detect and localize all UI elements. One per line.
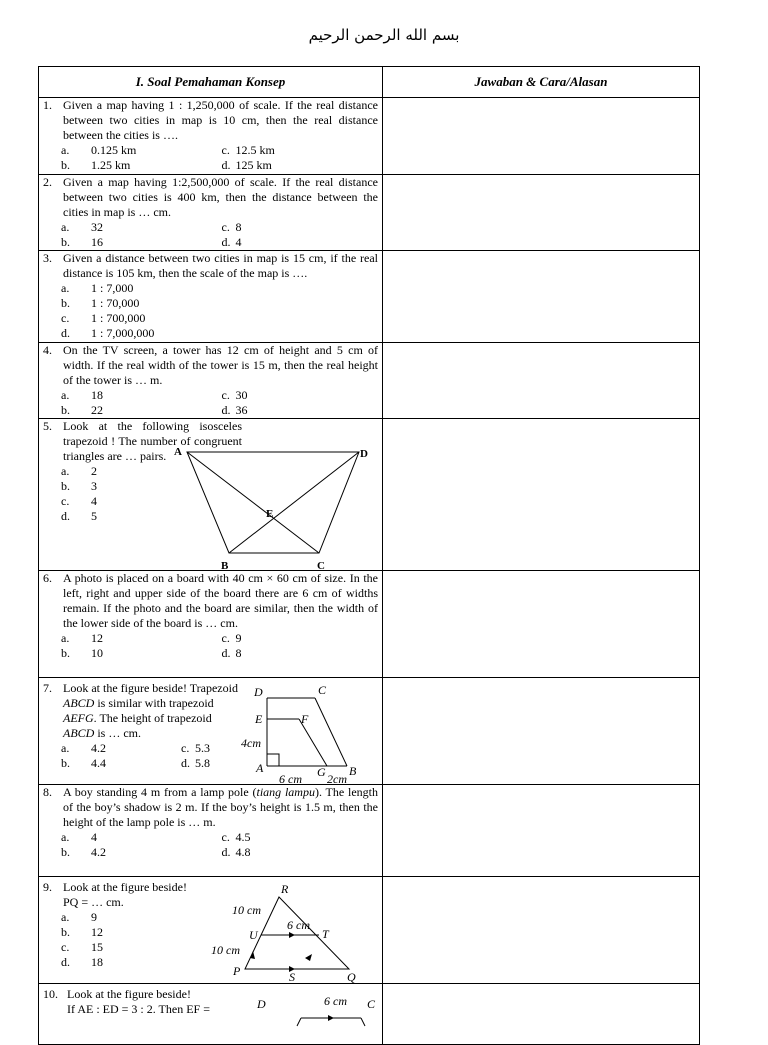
option-letter: b. bbox=[61, 479, 70, 493]
vertex-label-u: U bbox=[249, 928, 258, 942]
answer-cell-9[interactable] bbox=[383, 877, 700, 984]
question-number: 3. bbox=[43, 251, 52, 265]
option-letter: a. bbox=[61, 220, 70, 234]
option-letter: c. bbox=[221, 143, 230, 157]
option-letter: c. bbox=[221, 220, 230, 234]
question-table bbox=[38, 66, 700, 1045]
question-number: 6. bbox=[43, 571, 52, 585]
vertex-label-b: B bbox=[349, 764, 357, 778]
option-letter: c. bbox=[181, 741, 190, 755]
isosceles-trapezoid-figure bbox=[169, 447, 369, 571]
option-text: 4.8 bbox=[235, 845, 251, 859]
option-letter: b. bbox=[61, 235, 70, 249]
vertex-label-c: C bbox=[367, 997, 376, 1011]
length-label-dc: 6 cm bbox=[324, 994, 347, 1008]
answer-cell-1[interactable] bbox=[383, 98, 700, 175]
vertex-label-q: Q bbox=[347, 970, 356, 983]
length-label-gb: 2cm bbox=[327, 772, 347, 786]
option-text: 1 : 7,000 bbox=[91, 281, 134, 295]
question-8 bbox=[39, 785, 383, 877]
option-text: 3 bbox=[91, 479, 97, 493]
option-text: 12.5 km bbox=[235, 143, 275, 157]
option-letter: d. bbox=[221, 158, 231, 172]
vertex-label-e: E bbox=[266, 508, 274, 520]
option-text: 1.25 km bbox=[91, 158, 131, 172]
answer-cell-2[interactable] bbox=[383, 175, 700, 251]
option-text: 9 bbox=[235, 631, 242, 645]
question-text: Given a map having 1 : 1,250,000 of scale. If the real distance between two cities in map is 10 cm, then the real distance between the cities is …. bbox=[63, 98, 378, 142]
option-text: 18 bbox=[91, 388, 103, 402]
option-text: 4 bbox=[91, 830, 97, 844]
triangle-figure bbox=[209, 879, 383, 983]
option-text: 4.2 bbox=[91, 741, 106, 755]
option-letter: c. bbox=[221, 830, 230, 844]
option-text: 12 bbox=[91, 631, 103, 645]
answer-cell-4[interactable] bbox=[383, 343, 700, 419]
option-text: 4 bbox=[91, 494, 97, 508]
length-label-ut: 6 cm bbox=[287, 918, 310, 932]
question-4 bbox=[39, 343, 383, 419]
option-letter: b. bbox=[61, 756, 70, 770]
question-5 bbox=[39, 419, 383, 571]
answer-cell-6[interactable] bbox=[383, 571, 700, 678]
option-text: 1 : 70,000 bbox=[91, 296, 140, 310]
vertex-label-d: D bbox=[257, 997, 266, 1011]
option-letter: a. bbox=[61, 281, 70, 295]
similar-trapezoid-figure bbox=[239, 682, 383, 786]
option-text: 0.125 km bbox=[91, 143, 137, 157]
vertex-label-d: D bbox=[360, 448, 368, 460]
option-letter: d. bbox=[181, 756, 190, 770]
question-number: 2. bbox=[43, 175, 52, 189]
answer-cell-7[interactable] bbox=[383, 678, 700, 785]
question-text: Look at the following isosceles trapezoid ! The number of congruent triangles are … pairs. bbox=[63, 419, 242, 463]
option-text: 15 bbox=[91, 940, 103, 954]
question-number: 1. bbox=[43, 98, 52, 112]
option-letter: a. bbox=[61, 631, 70, 645]
option-letter: b. bbox=[61, 296, 70, 310]
option-text: 4.4 bbox=[91, 756, 106, 770]
question-number: 9. bbox=[43, 880, 52, 894]
length-label-ag: 6 cm bbox=[279, 772, 302, 786]
question-number: 7. bbox=[43, 681, 52, 695]
option-letter: d. bbox=[61, 509, 70, 523]
option-text: 32 bbox=[91, 220, 103, 234]
vertex-label-f: F bbox=[301, 712, 309, 726]
question-text: Look at the figure beside! If AE : ED = 3 : 2. Then EF = bbox=[67, 987, 210, 1016]
vertex-label-c: C bbox=[317, 560, 325, 571]
option-text: 5 bbox=[91, 509, 97, 523]
option-text: 4.2 bbox=[91, 845, 106, 859]
option-letter: b. bbox=[61, 403, 70, 417]
option-text: 5.3 bbox=[195, 741, 210, 755]
option-letter: b. bbox=[61, 158, 70, 172]
option-letter: b. bbox=[61, 646, 70, 660]
option-text: 8 bbox=[235, 646, 242, 660]
question-text: A boy standing 4 m from a lamp pole (tiang lampu). The length of the boy’s shadow is 2 m. If the boy’s height is 1.5 m, then the height of the lamp pole is … m. bbox=[63, 785, 378, 829]
answers-column-header: Jawaban & Cara/Alasan bbox=[383, 67, 700, 98]
option-text: 22 bbox=[91, 403, 103, 417]
question-text: Given a distance between two cities in map is 15 cm, if the real distance is 105 km, then the scale of the map is …. bbox=[63, 251, 378, 280]
question-1 bbox=[39, 98, 383, 175]
length-label-up: 10 cm bbox=[211, 943, 240, 957]
option-text: 125 km bbox=[235, 158, 272, 172]
option-letter: c. bbox=[221, 388, 230, 402]
option-text: 4 bbox=[235, 235, 242, 249]
option-text: 12 bbox=[91, 925, 103, 939]
question-text: Given a map having 1:2,500,000 of scale. If the real distance between two cities is 400 km, then the distance between the cities in map is … cm. bbox=[63, 175, 378, 219]
option-letter: c. bbox=[221, 631, 230, 645]
question-number: 5. bbox=[43, 419, 52, 433]
vertex-label-t: T bbox=[322, 927, 329, 941]
option-text: 5.8 bbox=[195, 756, 210, 770]
option-text: 4.5 bbox=[235, 830, 251, 844]
question-text: Look at the figure beside! Trapezoid ABCD is similar with trapezoid AEFG. The height of trapezoid ABCD is … cm. bbox=[63, 681, 238, 740]
vertex-label-d: D bbox=[254, 685, 263, 699]
question-10 bbox=[39, 984, 383, 1045]
trapezoid-figure bbox=[249, 988, 383, 1028]
option-letter: a. bbox=[61, 143, 70, 157]
question-9 bbox=[39, 877, 383, 984]
option-letter: a. bbox=[61, 741, 70, 755]
height-label: 4cm bbox=[241, 736, 261, 750]
option-text: 30 bbox=[235, 388, 248, 402]
option-text: 36 bbox=[235, 403, 248, 417]
vertex-label-b: B bbox=[221, 560, 229, 571]
vertex-label-p: P bbox=[233, 964, 241, 978]
vertex-label-c: C bbox=[318, 683, 327, 697]
vertex-label-a: A bbox=[256, 761, 264, 775]
answer-cell-5[interactable] bbox=[383, 419, 700, 571]
option-text: 1 : 7,000,000 bbox=[91, 326, 155, 340]
option-letter: d. bbox=[221, 845, 231, 859]
option-letter: b. bbox=[61, 925, 70, 939]
answer-cell-8[interactable] bbox=[383, 785, 700, 877]
answer-cell-3[interactable] bbox=[383, 251, 700, 343]
option-text: 8 bbox=[235, 220, 242, 234]
question-text: Look at the figure beside! PQ = … cm. bbox=[63, 880, 187, 909]
option-text: 10 bbox=[91, 646, 103, 660]
option-text: 2 bbox=[91, 464, 97, 478]
option-letter: c. bbox=[61, 494, 70, 508]
option-letter: d. bbox=[61, 955, 70, 969]
option-letter: a. bbox=[61, 910, 70, 924]
option-text: 18 bbox=[91, 955, 103, 969]
question-text: On the TV screen, a tower has 12 cm of height and 5 cm of width. If the real width of the tower is 15 m, then the real height of the tower is … m. bbox=[63, 343, 378, 387]
option-letter: d. bbox=[221, 403, 231, 417]
option-letter: c. bbox=[61, 311, 70, 325]
length-label-ru: 10 cm bbox=[232, 903, 261, 917]
option-letter: d. bbox=[61, 326, 70, 340]
questions-column-header: I. Soal Pemahaman Konsep bbox=[39, 67, 383, 98]
option-letter: a. bbox=[61, 388, 70, 402]
question-number: 8. bbox=[43, 785, 52, 799]
vertex-label-a: A bbox=[174, 447, 182, 458]
option-text: 9 bbox=[91, 910, 97, 924]
question-6 bbox=[39, 571, 383, 678]
option-letter: c. bbox=[61, 940, 70, 954]
question-7 bbox=[39, 678, 383, 785]
option-letter: b. bbox=[61, 845, 70, 859]
bismillah-header: بسم الله الرحمن الرحيم bbox=[308, 26, 460, 44]
question-text: A photo is placed on a board with 40 cm × 60 cm of size. In the left, right and upper side of the board there are 6 cm of widths remain. If the photo and the board are similar, then the width of the lower side of the board is … cm. bbox=[63, 571, 378, 630]
vertex-label-r: R bbox=[281, 882, 289, 896]
answer-cell-10[interactable] bbox=[383, 984, 700, 1045]
question-number: 4. bbox=[43, 343, 52, 357]
question-2 bbox=[39, 175, 383, 251]
option-letter: d. bbox=[221, 646, 231, 660]
option-text: 16 bbox=[91, 235, 103, 249]
option-letter: a. bbox=[61, 830, 70, 844]
question-3 bbox=[39, 251, 383, 343]
question-number: 10. bbox=[43, 987, 58, 1001]
option-letter: d. bbox=[221, 235, 231, 249]
vertex-label-e: E bbox=[255, 712, 263, 726]
option-letter: a. bbox=[61, 464, 70, 478]
option-text: 1 : 700,000 bbox=[91, 311, 146, 325]
vertex-label-s: S bbox=[289, 970, 295, 983]
vertex-label-g: G bbox=[317, 765, 326, 779]
